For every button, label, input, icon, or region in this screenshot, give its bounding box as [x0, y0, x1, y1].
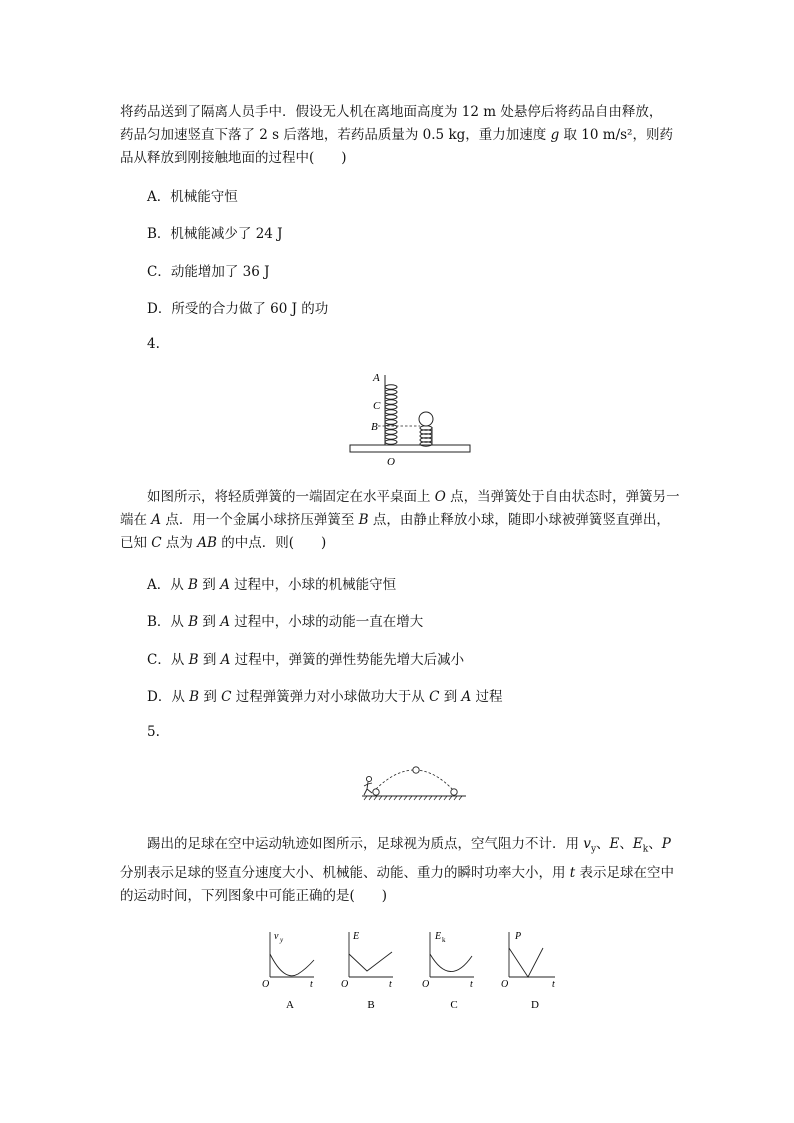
graph-b-ylabel: E [353, 931, 360, 942]
player-figure [364, 776, 372, 795]
graph-d-caption: D [531, 999, 539, 1011]
graph-c-origin: O [422, 979, 430, 990]
graph-a [258, 924, 318, 1014]
graph-a-ylabel: v [274, 931, 279, 942]
ground-hatching [364, 796, 462, 800]
label-c: C [373, 400, 381, 412]
q4-option-c: C．从 B 到 A 过程中，弹簧的弹性势能先增大后减小 [147, 652, 465, 668]
q4-stem: 如图所示，将轻质弹簧的一端固定在水平桌面上 O 点，当弹簧处于自由状态时，弹簧另一端在 A 点．用一个金属小球挤压弹簧至 B 点，由静止释放小球，随即小球被弹簧竖直弹出，已知 C 点为 AB 的中点．则( ) [120, 489, 680, 551]
graph-c-curve [430, 954, 472, 972]
q3-option-c: C．动能增加了 36 J [147, 264, 270, 280]
graph-b-tlabel: t [389, 979, 392, 990]
graph-a-curve [270, 954, 314, 976]
q4-option-b: B．从 B 到 A 过程中，小球的动能一直在增大 [147, 614, 424, 630]
graph-d-line [509, 948, 543, 977]
label-a: A [373, 372, 380, 384]
long-spring [385, 375, 397, 445]
graph-d-tlabel: t [552, 979, 555, 990]
table-top [350, 445, 470, 452]
graph-b-line [349, 952, 392, 971]
graph-c-ylabel: E [435, 931, 442, 942]
graph-c-tlabel: t [470, 979, 473, 990]
q3-option-a: A．机械能守恒 [147, 189, 238, 205]
graph-d-ylabel: P [515, 931, 522, 942]
graph-d [497, 924, 561, 1014]
ball-top [413, 767, 419, 773]
q3-option-d: D．所受的合力做了 60 J 的功 [147, 301, 329, 317]
ball-landing [451, 789, 457, 795]
compressed-spring [420, 426, 432, 446]
q3-stem-line-1: 将药品送到了隔离人员手中．假设无人机在离地面高度为 12 m 处悬停后将药品自由释放， [120, 104, 663, 120]
graph-a-caption: A [286, 999, 294, 1011]
graph-a-ysub: y [280, 936, 284, 944]
graph-d-origin: O [501, 979, 509, 990]
graph-b-caption: B [367, 999, 375, 1011]
graph-c-ysub: k [442, 936, 446, 944]
q4-spring-figure [340, 365, 480, 473]
metal-ball [419, 412, 433, 426]
graph-b-origin: O [341, 979, 349, 990]
label-b: B [371, 421, 378, 433]
q4-option-a: A．从 B 到 A 过程中，小球的机械能守恒 [147, 577, 397, 593]
q4-number: 4. [147, 336, 160, 352]
graph-c [418, 924, 478, 1014]
q4-option-d: D．从 B 到 C 过程弹簧弹力对小球做功大于从 C 到 A 过程 [147, 689, 503, 705]
q5-stem: 踢出的足球在空中运动轨迹如图所示，足球视为质点，空气阻力不计．用 $v_y$、E、$E_k$、P 分别表示足球的竖直分速度大小、机械能、动能、重力的瞬时功率大小，用 t 表示足球在空中的运动时间，下列图象中可能正确的是( ) [120, 836, 675, 904]
ball-start [373, 789, 379, 795]
graph-a-origin: O [262, 979, 270, 990]
label-o: O [387, 456, 395, 468]
q3-stem-line-3: 品从释放到刚接触地面的过程中( ) [120, 150, 347, 166]
q5-football-figure [358, 762, 470, 804]
graph-a-tlabel: t [310, 979, 313, 990]
q3-stem-line-2: 药品匀加速竖直下落了 2 s 后落地，若药品质量为 0.5 kg，重力加速度 g 取 10 m/s²，则药 [120, 127, 673, 143]
graph-c-caption: C [450, 999, 458, 1011]
q5-number: 5. [147, 724, 160, 740]
q3-option-b: B．机械能减少了 24 J [147, 226, 283, 242]
graph-b [337, 924, 397, 1014]
